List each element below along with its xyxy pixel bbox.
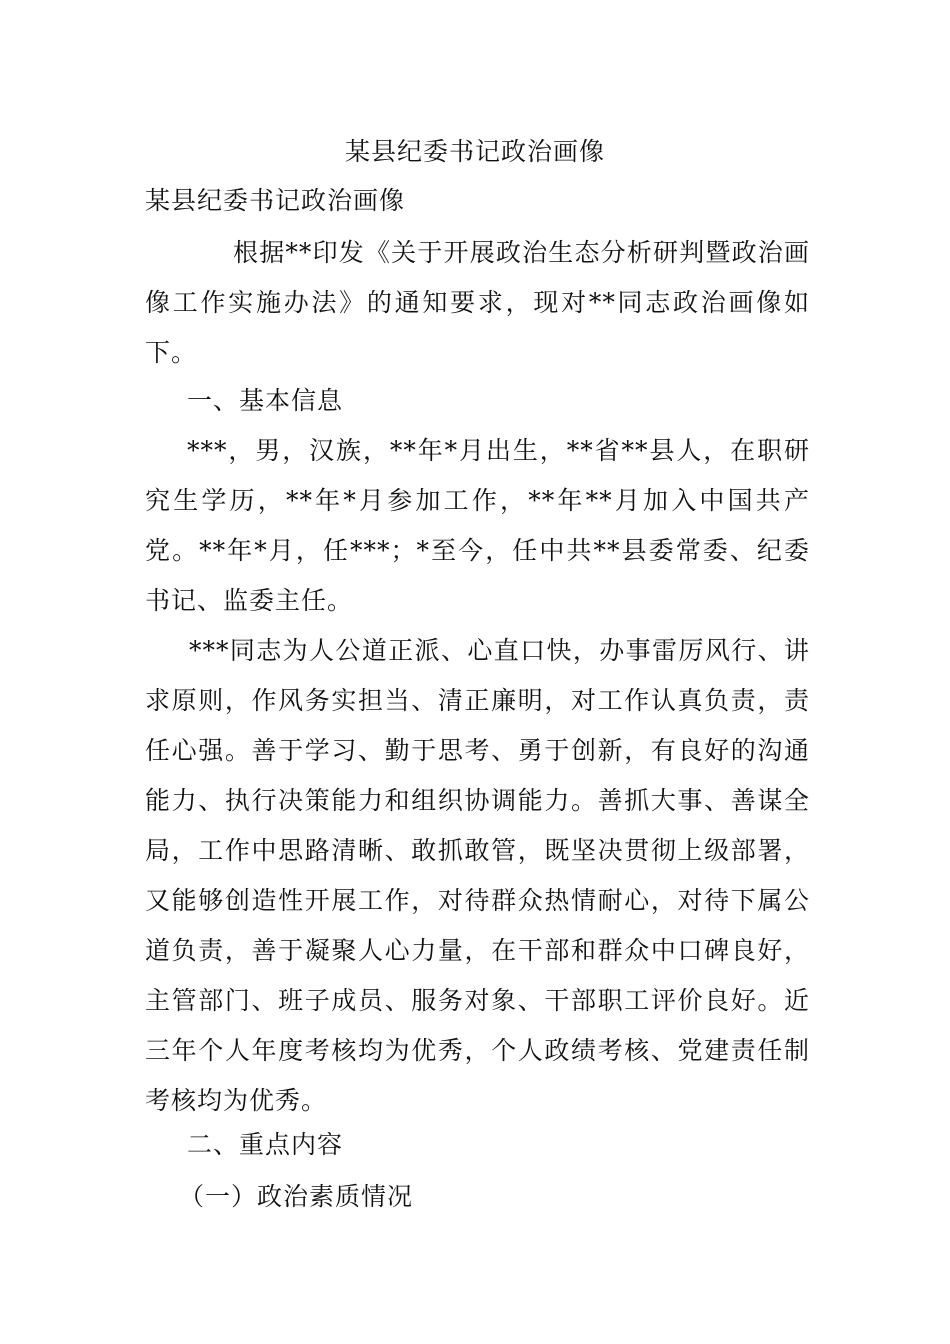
basic-info-paragraph: ***，男，汉族，**年*月出生，**省**县人，在职研究生学历，**年*月参加工作，**年**月加入中国共产党。**年*月，任***；*至今，任中共**县委常委、纪委书记、监委主任。 (145, 436, 810, 615)
intro-paragraph: 根据**印发《关于开展政治生态分析研判暨政治画像工作实施办法》的通知要求，现对**同志政治画像如下。 (145, 238, 810, 367)
document-subtitle: 某县纪委书记政治画像 (145, 186, 406, 215)
portrait-paragraph: ***同志为人公道正派、心直口快，办事雷厉风行、讲求原则，作风务实担当、清正廉明，对工作认真负责，责任心强。善于学习、勤于思考、勇于创新，有良好的沟通能力、执行决策能力和组织协调能力。善抓大事、善谋全局，工作中思路清晰、敢抓敢管，既坚决贯彻上级部署，又能够创造性开展工作，对待群众热情耐心，对待下属公道负责，善于凝聚人心力量，在干部和群众中口碑良好，主管部门、班子成员、服务对象、干部职工评价良好。近三年个人年度考核均为优秀，个人政绩考核、党建责任制考核均为优秀。 (145, 636, 810, 1115)
section-heading-key-content: 二、重点内容 (187, 1130, 344, 1159)
subsection-heading-political-quality: （一）政治素质情况 (179, 1182, 414, 1211)
document-title: 某县纪委书记政治画像 (344, 137, 605, 166)
section-heading-basic-info: 一、基本信息 (187, 386, 344, 415)
